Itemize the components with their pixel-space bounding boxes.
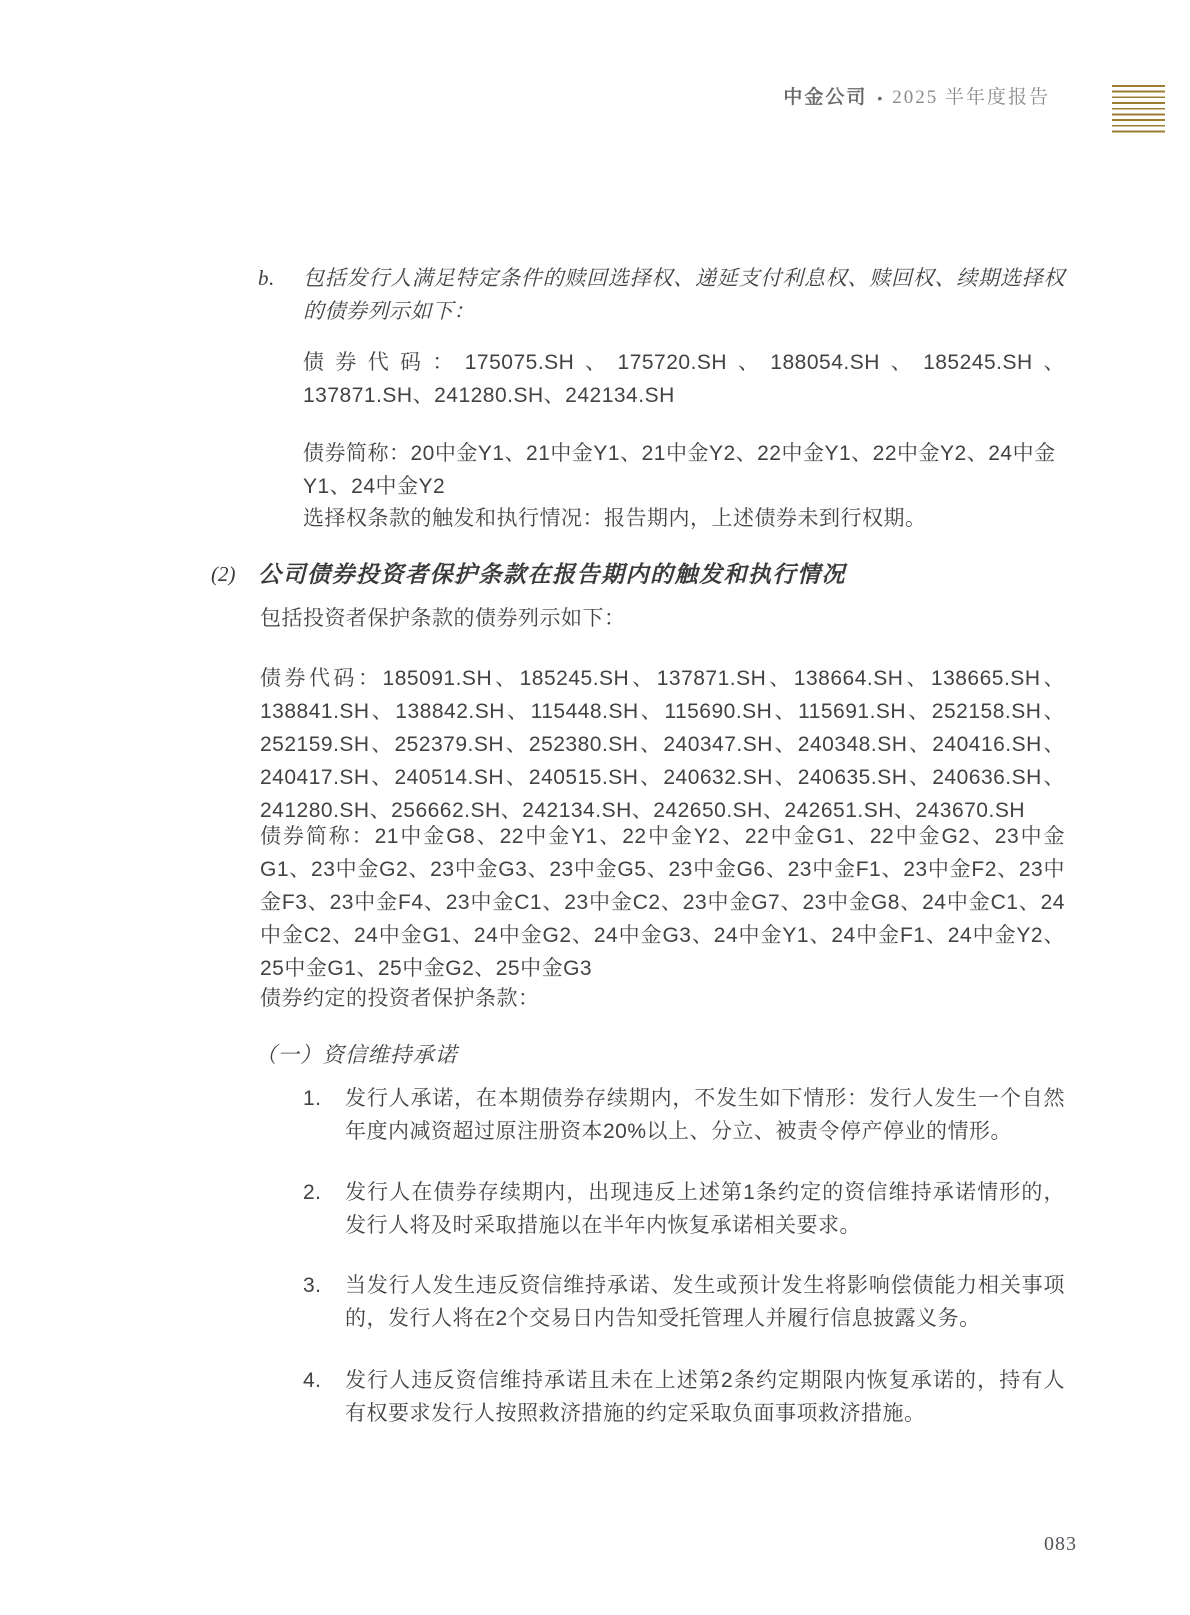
page-header bbox=[0, 85, 1165, 136]
numbered-item-1 bbox=[303, 1082, 1065, 1148]
exercise-status-paragraph: 选择权条款的触发和执行情况：报告期内，上述债券未到行权期。 bbox=[303, 507, 927, 530]
section-2-heading bbox=[211, 558, 1065, 591]
item-number: 4. bbox=[303, 1369, 322, 1392]
company-name: 中金公司 bbox=[783, 87, 868, 108]
bond-names-paragraph: 债券简称：20中金Y1、21中金Y1、21中金Y2、22中金Y1、22中金Y2、24中金Y1、24中金Y2 bbox=[303, 442, 1056, 498]
header-title bbox=[783, 87, 1050, 109]
numbered-item-3 bbox=[303, 1269, 1065, 1335]
item-text: 发行人违反资信维持承诺且未在上述第2条约定期限内恢复承诺的，持有人有权要求发行人按照救济措施的约定采取负面事项救济措施。 bbox=[345, 1369, 1065, 1425]
item-marker: b. bbox=[258, 266, 275, 290]
subsection-1-heading: （一）资信维持承诺 bbox=[255, 1043, 458, 1067]
page-number: 083 bbox=[1044, 1533, 1077, 1555]
item-number: 3. bbox=[303, 1274, 322, 1297]
investor-protection-clause-intro: 债券约定的投资者保护条款： bbox=[260, 987, 540, 1010]
section-2-intro: 包括投资者保护条款的债券列示如下： bbox=[260, 607, 626, 630]
numbered-item-2 bbox=[303, 1176, 1065, 1242]
bond-codes-paragraph: 债券代码：175075.SH、175720.SH、188054.SH、185245.SH、137871.SH、241280.SH、242134.SH bbox=[303, 351, 1065, 407]
section-title: 公司债券投资者保护条款在报告期内的触发和执行情况 bbox=[258, 562, 846, 587]
section-marker: (2) bbox=[211, 562, 236, 586]
cicc-logo-stripes-icon bbox=[1112, 85, 1165, 136]
numbered-item-4 bbox=[303, 1364, 1065, 1430]
section-2-bond-names: 债券简称：21中金G8、22中金Y1、22中金Y2、22中金G1、22中金G2、23中金G1、23中金G2、23中金G3、23中金G5、23中金G6、23中金F1、23中金F2、23中金F3、23中金F4、23中金C1、23中金C2、23中金G7、23中金G8、24中金C1、24中金C2、24中金G1、24中金G2、24中金G3、24中金Y1、24中金F1、24中金Y2、25中金G1、25中金G2、25中金G3 bbox=[260, 825, 1065, 980]
report-title: 2025 半年度报告 bbox=[892, 87, 1050, 108]
item-number: 1. bbox=[303, 1087, 322, 1110]
item-text: 发行人承诺，在本期债券存续期内，不发生如下情形：发行人发生一个自然年度内减资超过原注册资本20%以上、分立、被责令停产停业的情形。 bbox=[345, 1087, 1065, 1143]
header-separator-dot: • bbox=[877, 90, 883, 106]
item-text: 发行人在债券存续期内，出现违反上述第1条约定的资信维持承诺情形的，发行人将及时采取措施以在半年内恢复承诺相关要求。 bbox=[345, 1181, 1065, 1237]
item-text: 当发行人发生违反资信维持承诺、发生或预计发生将影响偿债能力相关事项的，发行人将在2个交易日内告知受托管理人并履行信息披露义务。 bbox=[345, 1274, 1065, 1330]
section-2-bond-codes: 债券代码：185091.SH、185245.SH、137871.SH、138664.SH、138665.SH、138841.SH、138842.SH、115448.SH、115690.SH、115691.SH、252158.SH、252159.SH、252379.SH、252380.SH、240347.SH、240348.SH、240416.SH、240417.SH、240514.SH、240515.SH、240632.SH、240635.SH、240636.SH、241280.SH、256662.SH、242134.SH、242650.SH、242651.SH、243670.SH bbox=[260, 667, 1065, 822]
list-item-b bbox=[258, 262, 1065, 328]
item-text: 包括发行人满足特定条件的赎回选择权、递延支付利息权、赎回权、续期选择权的债券列示如下： bbox=[303, 266, 1065, 323]
item-number: 2. bbox=[303, 1181, 322, 1204]
